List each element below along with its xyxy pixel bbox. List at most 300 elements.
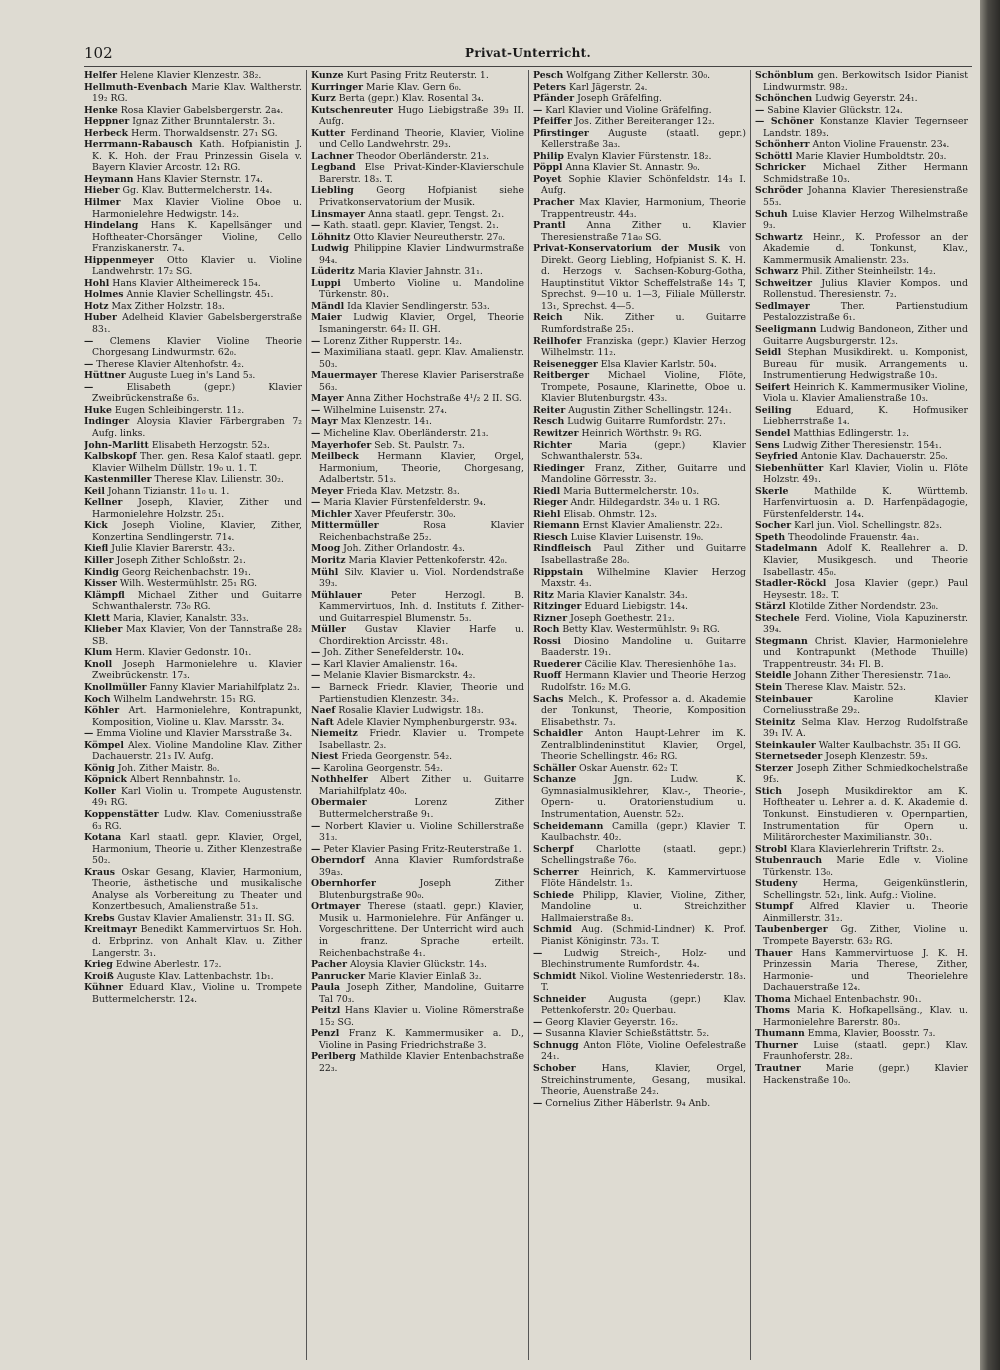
directory-entry — [533, 924, 746, 947]
entry-text: Phil. Zither Steinheilstr. 14₂. — [801, 266, 936, 278]
column-3 — [528, 70, 750, 1360]
entry-name: Ruederer — [533, 658, 582, 670]
entry-text: Paul Zither und Guitarre Isabellastraße 28₀. — [541, 543, 746, 566]
directory-entry — [755, 382, 968, 405]
directory-entry — [311, 93, 524, 105]
directory-entry — [755, 405, 968, 428]
entry-text: Franz, Zither, Guitarre und Mandoline Görresstr. 3₂. — [541, 462, 746, 486]
directory-entry — [533, 543, 746, 566]
entry-text: Therese Klavier Altenhofstr. 4₂. — [96, 358, 245, 370]
directory-entry — [84, 312, 302, 335]
directory-entry — [311, 647, 524, 659]
entry-text: Susanna Klavier Schießstättstr. 5₂. — [545, 1028, 710, 1040]
entry-name: — — [311, 404, 321, 416]
entry-text: Adelheid Klavier Gabelsbergerstraße 83₁. — [92, 312, 302, 336]
entry-name: — — [311, 347, 321, 359]
entry-text: Karl jun. Viol. Schellingstr. 82₃. — [794, 520, 943, 532]
entry-text: Anna Klavier St. Annastr. 9₀. — [565, 162, 700, 174]
directory-entry — [311, 844, 524, 856]
entry-text: Micheline Klav. Oberländerstr. 21₃. — [323, 427, 489, 439]
entry-name: Kreitmayr — [84, 924, 137, 936]
directory-entry — [755, 670, 968, 682]
entry-name: — — [311, 220, 321, 232]
directory-entry — [755, 636, 968, 671]
entry-name: Meilbeck — [311, 451, 359, 463]
directory-entry — [311, 370, 524, 393]
directory-entry — [311, 440, 524, 452]
entry-text: Wolfgang Zither Kellerstr. 30₀. — [566, 70, 711, 81]
entry-text: Georg Hofpianist siehe Privatkonservatorium der Musik. — [319, 185, 524, 209]
directory-entry — [311, 128, 524, 151]
entry-text: Therese (staatl. gepr.) Klavier, Musik u. Harmonielehre. Für Anfänger u. Vorgeschrittene. Der Unterricht wird auch in franz. Sprache erteilt. Reichenbachstraße 4₁. — [319, 901, 524, 959]
entry-text: Eduard, K. Hofmusiker Liebherrstraße 1₄. — [763, 404, 968, 428]
entry-text: Otto Klavier Neureutherstr. 27₀. — [353, 231, 506, 243]
entry-text: Wilhelmine Luisenstr. 27₄. — [323, 404, 448, 416]
entry-name: — — [533, 104, 543, 116]
directory-entry — [311, 717, 524, 729]
entry-text: Andr. Hildegardstr. 34₀ u. 1 RG. — [570, 497, 721, 509]
entry-text: Kath. Hofpianistin J. K. K. Hoh. der Frau Prinzessin Gisela v. Bayern Klavier Arcostr. 12₁ RG. — [92, 139, 302, 174]
entry-text: Joseph Musikdirektor am K. Hoftheater u. Lehrer a. d. K. Akademie d. Tonkunst. Einstudieren v. Opernpartien, Instrumentation für Opern u. Militärorchester Maximilianstr. 30₁. — [763, 785, 968, 844]
entry-text: Matthias Edlingerstr. 1₂. — [793, 427, 910, 439]
directory-entry — [533, 567, 746, 590]
entry-text: Wilh. Westermühlstr. 25₁ RG. — [119, 578, 258, 590]
directory-entry — [533, 636, 746, 659]
entry-name: Steidle — [755, 670, 792, 682]
entry-text: Maria Klavier Jahnstr. 31₁. — [357, 266, 483, 278]
directory-entry — [311, 959, 524, 971]
entry-name: Schmid — [533, 924, 573, 936]
directory-entry — [533, 82, 746, 94]
entry-name: Stärzl — [755, 601, 786, 613]
entry-name: Kalbskopf — [84, 451, 137, 463]
entry-name: Reich — [533, 312, 563, 324]
directory-entry — [84, 774, 302, 786]
entry-text: Emma, Klavier, Boosstr. 7₃. — [807, 1028, 936, 1040]
entry-text: Evalyn Klavier Fürstenstr. 18₂. — [566, 150, 712, 162]
entry-name: Strobl — [755, 843, 788, 855]
directory-entry — [311, 1005, 524, 1028]
entry-text: Alex. Violine Mandoline Klav. Zither Dachauerstr. 21₃ IV. Aufg. — [92, 739, 302, 763]
directory-entry — [311, 567, 524, 590]
directory-entry — [311, 520, 524, 543]
entry-name: — — [533, 1028, 543, 1040]
entry-name: Ortmayer — [311, 901, 361, 913]
entry-name: — — [84, 728, 94, 740]
entry-name: Keil — [84, 485, 105, 497]
entry-name: Killer — [84, 554, 114, 566]
entry-name: Herrmann-Rabausch — [84, 139, 193, 151]
directory-entry — [84, 971, 302, 983]
directory-entry — [84, 520, 302, 543]
directory-entry — [84, 867, 302, 913]
entry-text: Johann Tizianstr. 11₀ u. 1. — [107, 485, 230, 497]
entry-name: Thoms — [755, 1005, 790, 1017]
directory-entry — [533, 220, 746, 243]
entry-text: Camilla (gepr.) Klavier T. Kaulbachstr. 40₂. — [541, 820, 746, 844]
entry-name: Krieg — [84, 959, 113, 971]
directory-entry — [311, 105, 524, 128]
entry-text: Walter Kaulbachstr. 35₁ II GG. — [818, 739, 961, 751]
entry-text: Lorenz Zither Buttermelcherstraße 9₁. — [319, 797, 524, 820]
entry-name: Krebs — [84, 912, 115, 924]
entry-name: Schuh — [755, 208, 788, 220]
entry-text: Anna Klavier Rumfordstraße 39a₃. — [319, 855, 524, 878]
entry-name: Kunze — [311, 70, 344, 81]
directory-entry — [84, 682, 302, 694]
directory-entry — [533, 613, 746, 625]
directory-entry — [533, 405, 746, 417]
directory-entry — [311, 670, 524, 682]
entry-name: Penzl — [311, 1028, 340, 1040]
directory-entry — [755, 682, 968, 694]
entry-text: Joseph Violine, Klavier, Zither, Konzertina Sendlingerstr. 71₄. — [92, 520, 302, 543]
directory-entry — [533, 463, 746, 486]
directory-entry — [755, 162, 968, 185]
entry-text: Georg Reichenbachstr. 19₁. — [121, 566, 251, 578]
entry-text: Theodolinde Frauenstr. 4a₁. — [788, 531, 920, 543]
directory-entry — [533, 497, 746, 509]
directory-entry — [533, 1017, 746, 1029]
entry-name: — — [311, 843, 321, 855]
directory-entry — [755, 601, 968, 613]
directory-entry — [755, 232, 968, 267]
entry-name: Sternetseder — [755, 751, 823, 763]
directory-entry — [755, 266, 968, 278]
entry-text: von Direkt. Georg Liebling, Hofpianist S. K. H. d. Herzogs v. Sachsen-Koburg-Gotha, Hauptinstitut Viktor Scheffelstraße 14₃ T, Sprechst. 9—10 u. 1—3, Filiale Müllerstr. 13₁, Sprechst. 4—5. — [541, 243, 746, 312]
entry-text: Clemens Klavier Violine Theorie Chorgesang Lindwurmstr. 62₀. — [92, 335, 302, 359]
directory-columns — [84, 70, 972, 1360]
entry-name: Stadler-Röckl — [755, 578, 827, 590]
entry-text: Oskar Auenstr. 62₂ T. — [579, 762, 679, 774]
entry-text: Jos. Zither Bereiteranger 12₂. — [574, 116, 715, 128]
entry-name: Rossi — [533, 635, 561, 647]
entry-text: Edwine Aberlestr. 17₂. — [115, 959, 222, 971]
entry-text: Aloysia Klavier Färbergraben 7₂ Aufg. links. — [92, 416, 302, 439]
entry-text: Anna Zither Hochstraße 4¹/₂ 2 II. SG. — [346, 393, 522, 405]
entry-name: Pfänder — [533, 93, 575, 105]
entry-text: Auguste Klav. Lattenbachstr. 1b₁. — [116, 970, 274, 982]
entry-text: Cäcilie Klav. Theresienhöhe 1a₃. — [584, 658, 737, 670]
entry-text: Augusta (gepr.) Klav. Pettenkoferstr. 20₂ Querbau. — [541, 993, 746, 1017]
entry-text: Ludwig Streich-, Holz- und Blechinstrumente Rumfordstr. 4₄. — [541, 947, 746, 971]
entry-text: Else Privat-Kinder-Klavierschule Barerstr. 18₃. T. — [319, 162, 524, 185]
entry-text: Maria, Klavier, Kanalstr. 33₃. — [113, 612, 249, 624]
column-4 — [750, 70, 972, 1360]
directory-entry — [533, 116, 746, 128]
entry-name: Poyet — [533, 173, 562, 185]
directory-entry — [311, 220, 524, 232]
directory-entry — [84, 220, 302, 255]
entry-text: Elsa Klavier Karlstr. 50₄. — [600, 358, 717, 370]
directory-entry — [311, 590, 524, 625]
entry-text: Hermann Klavier, Orgel, Harmonium, Theorie, Chorgesang, Adalbertstr. 51₃. — [319, 451, 524, 486]
entry-text: Rosa Klavier Reichenbachstraße 25₂. — [319, 520, 524, 543]
entry-name: Stein — [755, 681, 783, 693]
entry-name: Ruoff — [533, 670, 562, 682]
entry-text: Selma Klav. Herzog Rudolfstraße 39₁ IV. A. — [763, 716, 968, 740]
directory-entry — [755, 878, 968, 901]
entry-text: Sabine Klavier Glückstr. 12₄. — [767, 104, 903, 116]
entry-name: Riemann — [533, 520, 580, 532]
directory-entry — [311, 797, 524, 820]
entry-name: Kutschenreuter — [311, 104, 393, 116]
entry-name: — — [84, 335, 94, 347]
entry-text: Philipp, Klavier, Violine, Zither, Mandoline u. Streichzither Hallmaierstraße 8₃. — [541, 889, 746, 924]
entry-name: Schwarz — [755, 266, 799, 278]
entry-text: Joseph Harmonielehre u. Klavier Zweibrückenstr. 17₃. — [92, 658, 302, 682]
entry-name: Schanze — [533, 774, 577, 786]
entry-name: — — [311, 681, 321, 693]
entry-text: Ther. gen. Resa Kalof staatl. gepr. Klavier Wilhelm Düllstr. 19₀ u. 1. T. — [92, 451, 302, 474]
entry-text: Umberto Violine u. Mandoline Türkenstr. 80₁. — [319, 277, 524, 301]
directory-entry — [311, 705, 524, 717]
entry-text: Stephan Musikdirekt. u. Komponist, Bureau für musik. Arrangements u. Instrumentierung Hedwigstraße 10₃. — [763, 347, 968, 382]
entry-text: Karolina Georgenstr. 54₂. — [323, 762, 443, 774]
entry-name: Knollmüller — [84, 681, 147, 693]
directory-entry — [533, 197, 746, 220]
entry-text: Therese Klav. Maistr. 52₃. — [785, 681, 906, 693]
entry-name: Kotana — [84, 832, 122, 844]
entry-name: Rieger — [533, 497, 568, 509]
directory-entry — [533, 440, 746, 463]
directory-entry — [533, 520, 746, 532]
directory-entry — [533, 890, 746, 925]
entry-name: Schöttl — [755, 150, 793, 162]
entry-text: Adele Klavier Nymphenburgerstr. 93₄. — [336, 716, 518, 728]
entry-text: Franz K. Kammermusiker a. D., Violine in Pasing Friedrichstraße 3. — [319, 1028, 524, 1051]
entry-text: Anton Violine Frauenstr. 23₄. — [812, 139, 950, 151]
directory-entry — [84, 440, 302, 452]
directory-entry — [84, 809, 302, 832]
entry-name: Kastenmiller — [84, 474, 152, 486]
entry-name: — — [311, 427, 321, 439]
directory-entry — [84, 578, 302, 590]
entry-name: Hippenmeyer — [84, 254, 154, 266]
directory-entry — [84, 128, 302, 140]
entry-text: Rosalie Klavier Ludwigstr. 18₃. — [338, 705, 484, 717]
entry-text: Heinrich, K. Kammervirtuose Flöte Händelstr. 1₃. — [541, 866, 746, 890]
entry-text: Joseph Zither Schmiedkochelstraße 9f₃. — [763, 762, 968, 786]
entry-text: Joh. Zither Orlandostr. 4₃. — [343, 543, 466, 555]
entry-name: Privat-Konservatorium der Musik — [533, 243, 721, 255]
entry-name: Knoll — [84, 658, 113, 670]
directory-entry — [755, 740, 968, 752]
directory-entry — [533, 994, 746, 1017]
entry-text: Heinrich Wörthstr. 9₁ RG. — [581, 427, 702, 439]
directory-entry — [755, 717, 968, 740]
directory-entry — [755, 763, 968, 786]
entry-text: Joseph Klenzestr. 59₃. — [825, 751, 928, 763]
entry-text: Georg Klavier Geyerstr. 16₂. — [545, 1016, 679, 1028]
directory-entry — [84, 105, 302, 117]
entry-text: Xaver Pfeuferstr. 30₀. — [354, 508, 456, 520]
entry-name: Hüttner — [84, 370, 126, 382]
directory-entry — [755, 451, 968, 463]
directory-entry — [755, 347, 968, 382]
directory-entry — [311, 301, 524, 313]
entry-name: Schäller — [533, 762, 577, 774]
entry-name: Klett — [84, 612, 111, 624]
entry-name: Moog — [311, 543, 341, 555]
entry-name: Rewitzer — [533, 427, 579, 439]
directory-entry — [311, 774, 524, 797]
entry-text: Maria Buttermelcherstr. 10₃. — [563, 485, 700, 497]
entry-text: Antonie Klav. Dachauerstr. 25₀. — [800, 451, 948, 463]
entry-name: Luppi — [311, 277, 341, 289]
entry-text: Aug. (Schmid-Lindner) K. Prof. Pianist Königinstr. 73₃. T. — [541, 924, 746, 948]
directory-entry — [84, 924, 302, 959]
directory-entry — [533, 93, 746, 105]
entry-text: Gg. Zither, Violine u. Trompete Bayerstr. 63₂ RG. — [763, 924, 968, 948]
entry-name: Legband — [311, 162, 356, 174]
directory-entry — [755, 751, 968, 763]
directory-entry — [755, 948, 968, 994]
entry-name: Löhnitz — [311, 231, 351, 243]
entry-name: Schweitzer — [755, 277, 812, 289]
entry-name: Stadelmann — [755, 543, 818, 555]
entry-name: Seifert — [755, 381, 791, 393]
directory-entry — [84, 728, 302, 740]
entry-name: — — [311, 647, 321, 659]
entry-text: Karl Klavier Amalienstr. 16₄. — [323, 658, 458, 670]
directory-entry — [755, 440, 968, 452]
entry-name: Heymann — [84, 173, 134, 185]
entry-text: Eduard Klav., Violine u. Trompete Buttermelcherstr. 12₄. — [92, 982, 302, 1005]
entry-name: Hindelang — [84, 220, 139, 232]
entry-name: Michler — [311, 508, 352, 520]
entry-text: Karl Violin u. Trompete Augustenstr. 49₁ RG. — [92, 785, 302, 809]
entry-text: Auguste (staatl. gepr.) Kellerstraße 3a₃. — [541, 127, 746, 151]
directory-entry — [84, 255, 302, 278]
entry-name: Maier — [311, 312, 342, 324]
entry-text: Anna staatl. gepr. Tengst. 2₁. — [368, 208, 505, 220]
entry-text: Eduard Liebigstr. 14₄. — [584, 601, 688, 613]
entry-name: Perlberg — [311, 1051, 356, 1063]
entry-name: Kurringer — [311, 81, 364, 93]
directory-entry — [311, 405, 524, 417]
entry-text: Betty Klav. Westermühlstr. 9₁ RG. — [562, 624, 720, 636]
entry-name: Koch — [84, 693, 111, 705]
entry-text: Fanny Klavier Mariahilfplatz 2₃. — [149, 681, 300, 693]
entry-name: Obermaier — [311, 797, 367, 809]
entry-text: Hans Klavier u. Violine Römerstraße 15₂ SG. — [319, 1005, 524, 1028]
entry-text: Silv. Klavier u. Viol. Nordendstraße 39₃. — [319, 566, 524, 590]
directory-entry — [533, 948, 746, 971]
entry-text: Elisabeth Herzogstr. 52₃. — [151, 439, 270, 451]
directory-entry — [84, 359, 302, 371]
entry-name: Huke — [84, 404, 112, 416]
directory-entry — [533, 70, 746, 82]
entry-text: Ludwig Klavier, Orgel, Theorie Ismaningerstr. 64₂ II. GH. — [319, 312, 524, 336]
directory-entry — [311, 624, 524, 647]
entry-text: Marie Klav. Gern 6₀. — [366, 81, 462, 93]
entry-name: John-Marlitt — [84, 439, 149, 451]
directory-entry — [755, 994, 968, 1006]
entry-text: Joseph Gräfelfing. — [577, 93, 662, 105]
entry-name: Pfirstinger — [533, 127, 589, 139]
directory-entry — [755, 855, 968, 878]
entry-text: Johanna Klavier Theresienstraße 55₃. — [763, 185, 968, 209]
directory-entry — [311, 486, 524, 498]
directory-entry — [84, 116, 302, 128]
directory-entry — [533, 174, 746, 197]
entry-text: Anton Flöte, Violine Oefelestraße 24₁. — [541, 1039, 746, 1063]
directory-entry — [311, 278, 524, 301]
entry-name: Rippstain — [533, 566, 584, 578]
entry-name: Reisenegger — [533, 358, 598, 370]
entry-text: Elisabeth (gepr.) Klavier Zweibrückenstraße 6₃. — [92, 381, 302, 405]
entry-name: Seyfried — [755, 451, 798, 463]
entry-text: Marie Edle v. Violine Türkenstr. 13₀. — [763, 855, 968, 878]
directory-entry — [311, 416, 524, 428]
entry-name: Mayer — [311, 393, 344, 405]
directory-entry — [755, 301, 968, 324]
entry-name: Thauer — [755, 947, 793, 959]
entry-name: Riehl — [533, 508, 561, 520]
entry-name: Reilhofer — [533, 335, 582, 347]
entry-text: Hugo Liebigstraße 39₃ II. Aufg. — [319, 104, 524, 128]
directory-entry — [533, 416, 746, 428]
entry-name: Schwartz — [755, 231, 803, 243]
directory-entry — [533, 532, 746, 544]
entry-name: Thumann — [755, 1028, 805, 1040]
entry-text: Karl staatl. gepr. Klavier, Orgel, Harmonium, Theorie u. Zither Klenzestraße 50₂. — [92, 832, 302, 867]
entry-name: Skerle — [755, 485, 789, 497]
directory-entry — [84, 647, 302, 659]
directory-entry — [755, 1028, 968, 1040]
entry-name: Holmes — [84, 289, 124, 301]
entry-text: Hermann Klavier und Theorie Herzog Rudolfstr. 16₂ M.G. — [541, 670, 746, 693]
entry-name: Hellmuth-Evenbach — [84, 81, 188, 93]
entry-name: Herbeck — [84, 127, 129, 139]
entry-text: Marie (gepr.) Klavier Hackenstraße 10₀. — [763, 1063, 968, 1086]
entry-text: Michael Entenbachstr. 90₁. — [793, 993, 922, 1005]
entry-name: Prantl — [533, 220, 566, 232]
entry-name: Kurz — [311, 93, 336, 105]
entry-text: Peter Klavier Pasing Fritz-Reuterstraße 1. — [323, 843, 522, 855]
entry-name: Sendel — [755, 427, 791, 439]
directory-entry — [755, 139, 968, 151]
entry-name: Pfeiffer — [533, 116, 572, 128]
directory-entry — [311, 982, 524, 1005]
entry-name: Kroiß — [84, 970, 114, 982]
directory-entry — [84, 82, 302, 105]
entry-name: Liebling — [311, 185, 354, 197]
directory-entry — [755, 105, 968, 117]
directory-entry — [84, 590, 302, 613]
entry-text: Max Klavier, Harmonium, Theorie Trappentreustr. 44₃. — [541, 197, 746, 220]
directory-entry — [311, 232, 524, 244]
entry-name: Kömpel — [84, 739, 124, 751]
directory-entry — [84, 301, 302, 313]
entry-name: — — [311, 670, 321, 682]
entry-name: Schönherr — [755, 139, 810, 151]
entry-name: Taubenberger — [755, 924, 828, 936]
entry-name: Schneider — [533, 993, 586, 1005]
entry-text: Kurt Pasing Fritz Reuterstr. 1. — [346, 70, 489, 81]
directory-entry — [311, 428, 524, 440]
entry-name: Resch — [533, 416, 565, 428]
entry-name: Obernhorfer — [311, 878, 376, 890]
entry-name: Hohl — [84, 277, 110, 289]
directory-entry — [311, 497, 524, 509]
directory-entry — [533, 774, 746, 820]
entry-text: Hans, Klavier, Orgel, Streichinstrumente, Gesang, musikal. Theorie, Auenstraße 24₂. — [541, 1063, 746, 1098]
directory-entry — [84, 913, 302, 925]
entry-name: Müller — [311, 624, 346, 636]
entry-name: Kühner — [84, 982, 123, 994]
